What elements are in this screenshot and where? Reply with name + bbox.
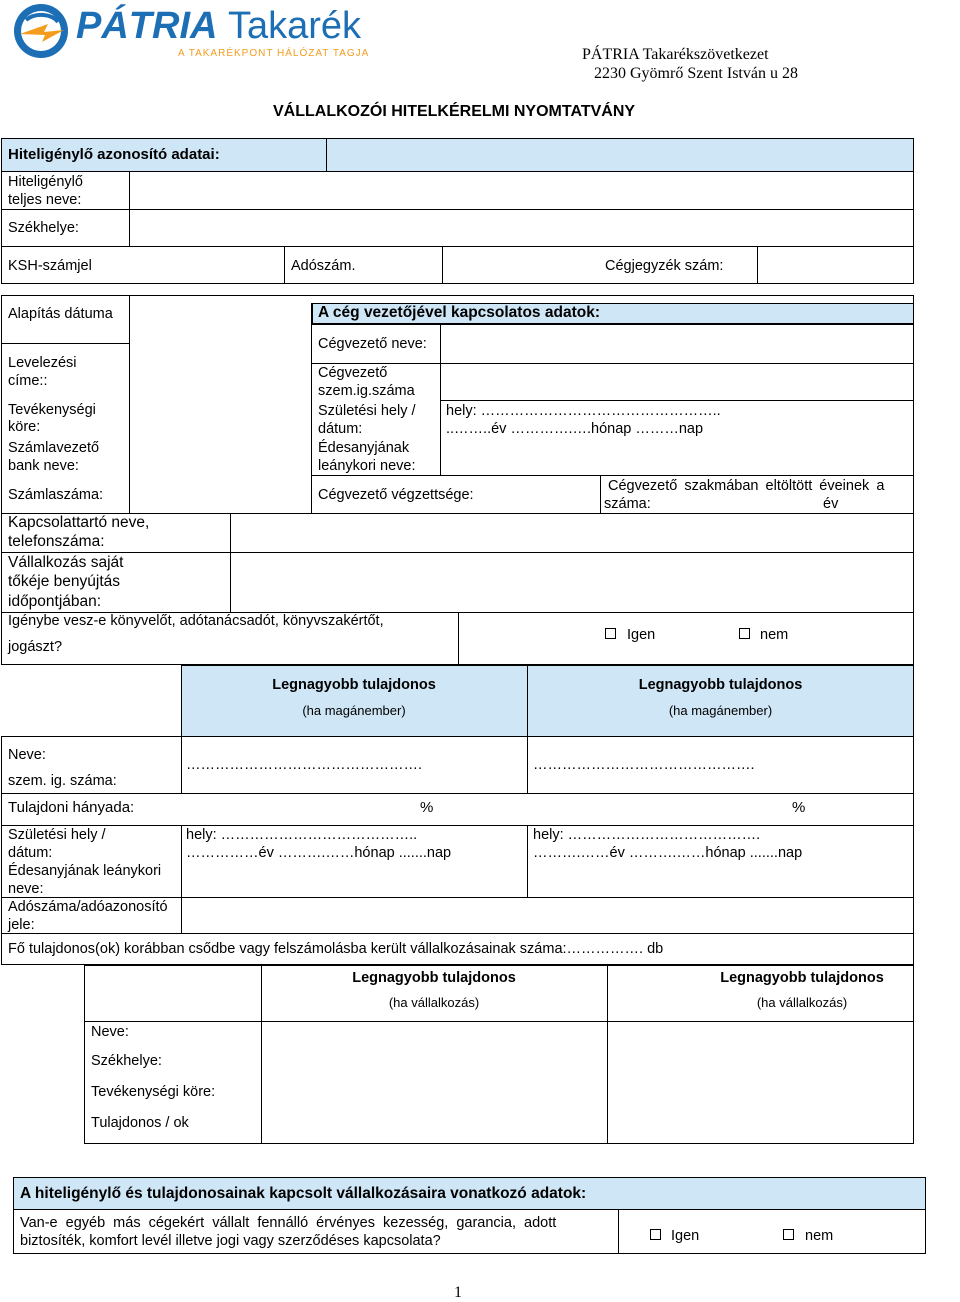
owner1-share-percent[interactable]: % [420, 799, 434, 816]
org-address: 2230 Gyömrő Szent István u 28 [594, 65, 798, 82]
logo-text-second: Takarék [228, 5, 362, 47]
manager-id-label: Cégvezető [318, 365, 388, 381]
company-owners-label: Tulajdonos / ok [91, 1115, 189, 1131]
owner2-name-dots[interactable]: ………………………………………. [533, 757, 755, 773]
logo-tagline: A TAKARÉKPONT HÁLÓZAT TAGJA [178, 48, 370, 59]
owner-id-label: szem. ig. száma: [8, 773, 117, 789]
contact-label: Kapcsolattartó neve, [8, 514, 150, 531]
owners-company-table [84, 965, 914, 1144]
ksh-label: KSH-számjel [8, 258, 92, 274]
applicant-section-title: Hiteligénylő azonosító adatai: [8, 146, 220, 163]
ksh-row [1, 246, 914, 284]
full-name-label: Hiteligénylő [8, 174, 83, 190]
manager-education-label: Cégvezető végzettsége: [318, 487, 474, 503]
experience-unit: év [823, 496, 839, 512]
bankruptcy-text: Fő tulajdonos(ok) korábban csődbe vagy felszámolásba került vállalkozásainak száma:……………. db [8, 941, 664, 957]
bank-label: Számlavezető [8, 440, 100, 456]
seat-field[interactable] [131, 211, 911, 245]
company-name-label: Neve: [91, 1024, 129, 1040]
manager-name-field[interactable] [442, 326, 912, 362]
owner-name-label: Neve: [8, 747, 46, 763]
advisor-yes-label: Igen [627, 627, 656, 643]
owner-taxid-label: Adószáma/adóazonosító [8, 899, 168, 915]
company-seat-label: Székhelye: [91, 1053, 162, 1069]
manager-experience-label: Cégvezető szakmában eltöltött éveinek a [608, 478, 885, 494]
company-activity-label: Tevékenységi köre: [91, 1084, 216, 1100]
related-no-checkbox[interactable] [783, 1229, 794, 1240]
related-section-title: A hiteligénylő és tulajdonosainak kapcsolt vállalkozásaira vonatkozó adatok: [20, 1185, 587, 1202]
tax-number-label: Adószám. [291, 258, 356, 274]
advisor-question: Igénybe vesz-e könyvelőt, adótanácsadót, könyvszakértőt, [8, 613, 384, 629]
owner2-share-percent[interactable]: % [792, 799, 806, 816]
manager-birth-label: Születési hely / [318, 403, 416, 419]
owner-mother-label: Édesanyjának leánykori [8, 863, 162, 879]
owner1-birth-place[interactable]: hely: ………………………………….. [186, 827, 418, 843]
manager-birth-place[interactable]: hely: ………………………………………….. [446, 403, 721, 419]
owner1-birth-date[interactable]: ……………év ……….……hónap .......nap [186, 845, 452, 861]
owner2-birth-place[interactable]: hely: …………………………………. [533, 827, 761, 843]
equity-label: Vállalkozás saját [8, 554, 124, 571]
manager-birth-date[interactable]: ..……..év ………….….hónap ………nap [446, 421, 704, 437]
related-yes-checkbox[interactable] [650, 1229, 661, 1240]
owner-company-col1-title: Legnagyobb tulajdonos [352, 970, 516, 986]
owner-private-col2-title: Legnagyobb tulajdonos [638, 677, 803, 693]
manager-name-label: Cégvezető neve: [318, 336, 427, 352]
owner-share-label: Tulajdoni hányada: [8, 799, 135, 816]
page-number: 1 [454, 1284, 462, 1301]
related-no-label: nem [805, 1228, 834, 1244]
logo-text-main: PÁTRIA [76, 5, 218, 47]
logo [10, 2, 370, 64]
mail-address-label: Levelezési [8, 355, 77, 371]
owner-birth-label: Születési hely / [8, 827, 106, 843]
account-label: Számlaszáma: [8, 487, 104, 503]
seat-label: Székhelye: [8, 220, 79, 236]
advisor-no-checkbox[interactable] [739, 628, 750, 639]
contact-field[interactable] [232, 515, 912, 551]
logo-mark-icon [12, 2, 70, 60]
equity-field[interactable] [232, 554, 912, 611]
full-name-field[interactable] [131, 173, 911, 208]
founding-date-label: Alapítás dátuma [8, 306, 113, 322]
manager-mother-label: Édesanyjának [318, 440, 410, 456]
related-yes-label: Igen [671, 1228, 700, 1244]
org-name: PÁTRIA Takarékszövetkezet [582, 46, 769, 63]
owner1-name-dots[interactable]: …………………………………………. [186, 757, 423, 773]
company-reg-label: Cégjegyzék szám: [605, 258, 724, 274]
advisor-yes-checkbox[interactable] [605, 628, 616, 639]
owner2-birth-date[interactable]: ……….……év ……….……hónap .......nap [533, 845, 803, 861]
manager-section-title: A cég vezetőjével kapcsolatos adatok: [318, 304, 600, 321]
manager-id-field[interactable] [442, 365, 912, 399]
activity-label: Tevékenységi [8, 402, 96, 418]
owner-company-col2-title: Legnagyobb tulajdonos [720, 970, 884, 986]
owner-private-col1-title: Legnagyobb tulajdonos [272, 677, 436, 693]
related-question: Van-e egyéb más cégekért vállalt fennálló érvényes kezesség, garancia, adott [20, 1215, 557, 1231]
form-title: VÁLLALKOZÓI HITELKÉRELMI NYOMTATVÁNY [273, 103, 636, 120]
manager-mother-field[interactable] [442, 438, 912, 474]
advisor-no-label: nem [760, 627, 789, 643]
